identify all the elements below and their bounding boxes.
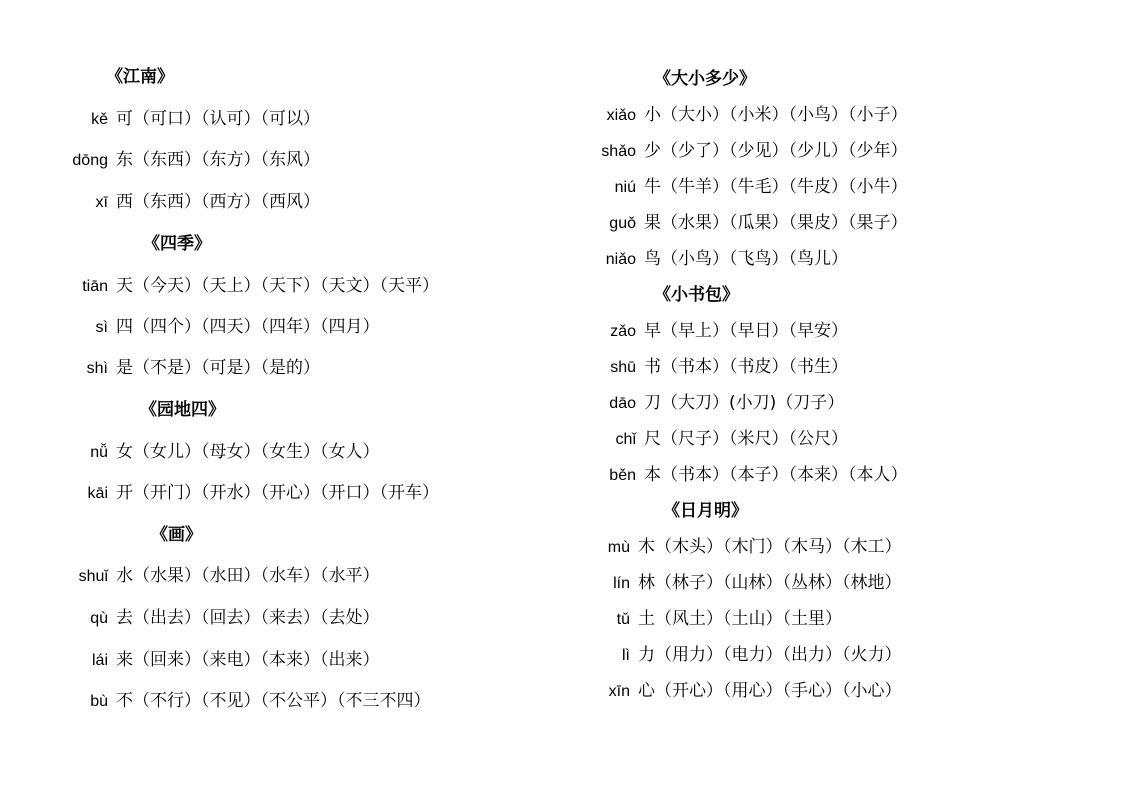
list-item — [600, 249, 848, 270]
word-entry: 果（水果）（瓜果）（果皮）（果子） — [644, 213, 908, 233]
section-title-daxiaoduoshao: 《大小多少》 — [654, 69, 756, 89]
pinyin: shuǐ — [78, 568, 108, 585]
pinyin: mù — [607, 539, 630, 556]
list-item — [72, 192, 320, 213]
pinyin: bù — [90, 693, 108, 710]
pinyin: dāo — [609, 395, 636, 412]
list-item — [600, 105, 908, 126]
word-entry: 牛（牛羊）（牛毛）（牛皮）（小牛） — [644, 177, 908, 197]
pinyin: xiǎo — [606, 107, 636, 124]
word-entry: 去（出去）（回去）（来去）（去处） — [116, 608, 380, 628]
word-entry: 东（东西）（东方）（东风） — [116, 150, 320, 170]
list-item — [600, 177, 908, 198]
list-item — [72, 276, 439, 297]
list-item — [72, 650, 380, 671]
pinyin: ɡuǒ — [609, 215, 636, 232]
list-item — [594, 573, 902, 594]
word-entry: 天（今天）（天上）（天下）（天文）（天平） — [116, 276, 439, 296]
word-entry: 尺（尺子）（米尺）（公尺） — [644, 429, 848, 449]
pinyin: nǚ — [90, 444, 108, 461]
pinyin: lì — [622, 647, 630, 664]
word-entry: 开（开门）（开水）（开心）（开口）（开车） — [116, 483, 439, 503]
word-entry: 林（林子）（山林）（丛林）（林地） — [638, 573, 902, 593]
word-entry: 小（大小）（小米）（小鸟）（小子） — [644, 105, 908, 125]
word-entry: 心（开心）（用心）（手心）（小心） — [638, 681, 902, 701]
pinyin: shǎo — [601, 143, 636, 160]
pinyin: zǎo — [610, 323, 636, 340]
pinyin: shū — [610, 359, 636, 376]
list-item — [72, 608, 380, 629]
word-entry: 木（木头）（木门）（木马）（木工） — [638, 537, 902, 557]
word-entry: 是（不是）（可是）（是的） — [116, 358, 320, 378]
list-item — [72, 317, 380, 338]
list-item — [594, 681, 902, 702]
word-entry: 土（风土）（土山）（土里） — [638, 609, 842, 629]
pinyin: chǐ — [615, 431, 636, 448]
section-title-hua: 《画》 — [151, 525, 202, 545]
list-item — [600, 465, 908, 486]
list-item — [600, 357, 848, 378]
pinyin: běn — [609, 467, 636, 484]
word-entry: 不（不行）（不见）（不公平）（不三不四） — [116, 691, 431, 711]
word-entry: 可（可口）（认可）（可以） — [116, 109, 320, 129]
section-title-xiaoshubao: 《小书包》 — [654, 285, 739, 305]
pinyin: xī — [95, 194, 108, 211]
pinyin: qù — [90, 610, 108, 627]
list-item — [72, 483, 439, 504]
list-item — [72, 358, 320, 379]
word-entry: 力（用力）（电力）（出力）（火力） — [638, 645, 902, 665]
list-item — [600, 141, 908, 162]
section-title-jiangnan: 《江南》 — [106, 67, 174, 87]
word-entry: 鸟（小鸟）（飞鸟）（鸟儿） — [644, 249, 848, 269]
word-entry: 西（东西）（西方）（西风） — [116, 192, 320, 212]
section-title-siji: 《四季》 — [143, 234, 211, 254]
word-entry: 来（回来）（来电）（本来）（出来） — [116, 650, 380, 670]
word-entry: 少（少了）（少见）（少儿）（少年） — [644, 141, 908, 161]
pinyin: xīn — [608, 683, 630, 700]
pinyin: niú — [614, 179, 636, 196]
word-entry: 刀（大刀）(小刀)（刀子） — [644, 393, 845, 413]
pinyin: shì — [86, 360, 108, 377]
pinyin: kāi — [87, 485, 108, 502]
pinyin: tǔ — [616, 611, 630, 628]
list-item — [600, 393, 844, 414]
section-title-riyueming: 《日月明》 — [663, 501, 748, 521]
list-item — [72, 109, 320, 130]
word-entry: 水（水果）（水田）（水车）（水平） — [116, 566, 380, 586]
pinyin: lái — [91, 652, 108, 669]
list-item — [600, 213, 908, 234]
word-entry: 女（女儿）（母女）（女生）（女人） — [116, 442, 380, 462]
pinyin: lín — [613, 575, 630, 592]
pinyin: dōnɡ — [72, 152, 108, 169]
pinyin: kě — [91, 111, 108, 128]
list-item — [600, 321, 848, 342]
word-entry: 书（书本）（书皮）（书生） — [644, 357, 848, 377]
pinyin: sì — [95, 319, 108, 336]
list-item — [72, 150, 320, 171]
list-item — [72, 691, 431, 712]
pinyin: tiān — [82, 278, 108, 295]
section-title-yuandisi: 《园地四》 — [140, 400, 225, 420]
list-item — [72, 442, 380, 463]
word-entry: 本（书本）（本子）（本来）（本人） — [644, 465, 908, 485]
list-item — [594, 645, 902, 666]
word-entry: 早（早上）（早日）（早安） — [644, 321, 848, 341]
list-item — [594, 537, 902, 558]
list-item — [600, 429, 848, 450]
pinyin: niǎo — [605, 251, 636, 268]
list-item — [72, 566, 380, 587]
word-entry: 四（四个）（四天）（四年）（四月） — [116, 317, 380, 337]
list-item — [594, 609, 842, 630]
